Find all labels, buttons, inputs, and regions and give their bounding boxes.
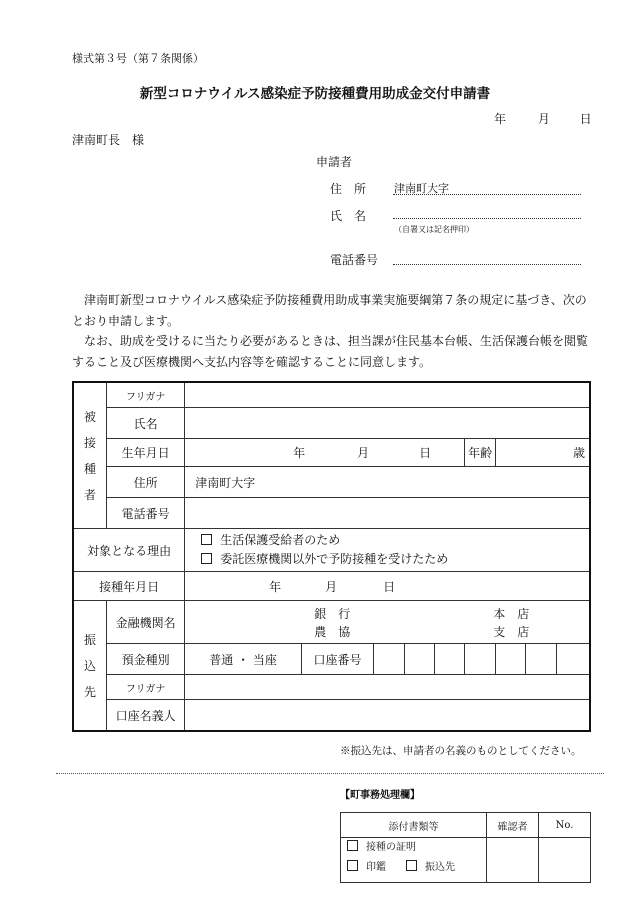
vaccination-date-label: 接種年月日 [73, 572, 185, 601]
body-paragraph-2: なお、助成を受けるに当たり必要があるときは、担当課が住民基本台帳、生活保護台帳を閲覧すること及び医療機関へ支払内容等を確認することに同意します。 [72, 334, 589, 369]
checkbox-icon[interactable] [347, 860, 358, 871]
applicant-name-line[interactable] [393, 218, 581, 219]
account-digit-2[interactable] [404, 644, 434, 675]
agri-label: 農 協 [314, 625, 351, 639]
date-month-label: 月 [537, 112, 550, 126]
account-holder-furigana-label: フリガナ [107, 675, 185, 700]
account-holder-furigana-field[interactable] [185, 675, 590, 700]
reason-option-outside[interactable]: 委託医療機関以外で予防接種を受けたため [185, 550, 589, 569]
office-table [340, 812, 591, 883]
recipient-group-label: 被 接 種 者 [73, 382, 107, 529]
application-date [494, 110, 592, 127]
office-docs-cell [341, 838, 487, 883]
applicant-label: 申請者 [316, 155, 353, 169]
deposit-type-options[interactable]: 普通 ・ 当座 [185, 644, 302, 675]
birthdate-field[interactable]: 年 月 日 [185, 439, 465, 467]
birthdate-label: 生年月日 [107, 439, 185, 467]
office-checker-cell[interactable] [487, 838, 539, 883]
bank-label: 銀 行 [314, 607, 351, 621]
office-col-docs: 添付書類等 [341, 813, 487, 838]
account-digit-6[interactable] [526, 644, 556, 675]
phone-field[interactable] [185, 498, 590, 529]
deposit-type-label: 預金種別 [107, 644, 185, 675]
name-label: 氏名 [107, 408, 185, 439]
applicant-address-line [393, 194, 581, 195]
furigana-label: フリガナ [107, 382, 185, 408]
applicant-phone-line[interactable] [393, 264, 581, 265]
transfer-note: ※振込先は、申請者の名義のものとしてください。 [340, 745, 582, 757]
office-col-checker: 確認者 [487, 813, 539, 838]
page-title: 新型コロナウイルス感染症予防接種費用助成金交付申請書 [139, 86, 491, 102]
account-digit-5[interactable] [495, 644, 525, 675]
transfer-group-label: 振 込 先 [73, 601, 107, 732]
checkbox-icon[interactable] [201, 534, 212, 545]
address-field[interactable]: 津南町大字 [185, 467, 590, 498]
account-holder-field[interactable] [185, 700, 590, 732]
applicant-name-label: 氏 名 [330, 209, 367, 223]
account-digit-3[interactable] [434, 644, 464, 675]
date-year-label: 年 [494, 112, 507, 126]
application-table [72, 381, 591, 732]
account-digit-1[interactable] [374, 644, 404, 675]
reason-options [185, 529, 590, 572]
account-digit-7[interactable] [556, 644, 590, 675]
vaccination-date-field[interactable]: 年 月 日 [185, 572, 590, 601]
office-doc-transfer[interactable]: 振込先 [406, 862, 455, 873]
office-section-title: 【町事務処理欄】 [340, 790, 420, 801]
date-day-label: 日 [579, 112, 592, 126]
office-no-cell[interactable] [539, 838, 591, 883]
financial-institution-field[interactable] [185, 601, 590, 644]
phone-label: 電話番号 [107, 498, 185, 529]
reason-option-welfare[interactable]: 生活保護受給者のため [185, 531, 589, 550]
reason-label: 対象となる理由 [73, 529, 185, 572]
account-holder-label: 口座名義人 [107, 700, 185, 732]
office-doc-seal[interactable]: 印鑑 [347, 862, 386, 873]
applicant-address-value[interactable]: 津南町大字 [394, 182, 449, 195]
checkbox-icon[interactable] [201, 553, 212, 564]
checkbox-icon[interactable] [347, 840, 358, 851]
head-office-label: 本 店 [493, 607, 530, 621]
applicant-phone-label: 電話番号 [330, 253, 379, 267]
signature-note: （自署又は記名押印） [394, 225, 474, 234]
name-field[interactable] [185, 408, 590, 439]
address-label: 住所 [107, 467, 185, 498]
age-field[interactable]: 歳 [495, 439, 590, 467]
account-number-label: 口座番号 [301, 644, 373, 675]
addressee: 津南町長 様 [72, 133, 145, 147]
body-paragraph-1: 津南町新型コロナウイルス感染症予防接種費用助成事業実施要綱第７条の規定に基づき、次のとおり申請します。 [72, 293, 587, 328]
checkbox-icon[interactable] [406, 860, 417, 871]
branch-label: 支 店 [493, 625, 530, 639]
financial-institution-label: 金融機関名 [107, 601, 185, 644]
furigana-field[interactable] [185, 382, 590, 408]
account-digit-4[interactable] [465, 644, 495, 675]
applicant-address-label: 住 所 [330, 182, 367, 196]
section-divider [56, 773, 604, 774]
office-doc-vaccination-proof[interactable]: 接種の証明 [347, 838, 486, 858]
office-col-no: No. [539, 813, 591, 838]
body-text [72, 290, 592, 372]
age-label: 年齢 [465, 439, 495, 467]
form-number: 様式第３号（第７条関係） [72, 52, 204, 65]
